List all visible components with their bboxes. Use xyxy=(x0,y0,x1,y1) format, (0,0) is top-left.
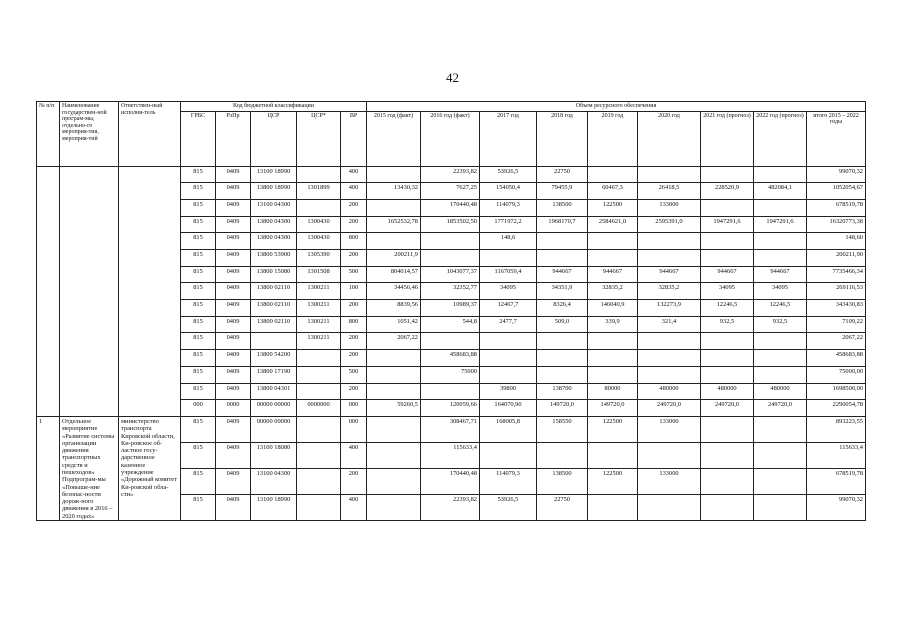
cell-grbs: 815 xyxy=(181,383,216,400)
cell-csr-star: 1300430 xyxy=(297,233,341,250)
cell-2021: 249720,0 xyxy=(701,400,754,417)
header-rzpr: РзПр xyxy=(216,111,251,166)
cell-2015: 1652532,78 xyxy=(367,216,421,233)
cell-csr-star: 0000000 xyxy=(297,400,341,417)
cell-2017: 114079,3 xyxy=(480,199,537,216)
cell-2018: 138500 xyxy=(537,199,588,216)
cell-rzpr: 0409 xyxy=(216,216,251,233)
cell-2016: 170440,48 xyxy=(421,199,480,216)
cell-total: 7109,22 xyxy=(807,316,866,333)
cell-2020: 480000 xyxy=(638,383,701,400)
cell-2019: 32835,2 xyxy=(588,283,638,300)
cell-2017: 164070,90 xyxy=(480,400,537,417)
cell-total: 269116,53 xyxy=(807,283,866,300)
block-b-section-responsible: министерство транспорта Кировской области, Ки-ровское об-ластное госу-дарственное казенное учреждение «Дорожный комитет Ки-ровской обла-сти» xyxy=(119,416,181,520)
header-csr-star: ЦСР* xyxy=(297,111,341,166)
cell-2015: 2067,22 xyxy=(367,333,421,350)
table-row xyxy=(37,166,866,183)
cell-vr: 200 xyxy=(341,333,367,350)
cell-2019: 146040,9 xyxy=(588,300,638,317)
cell-2020 xyxy=(638,495,701,521)
cell-rzpr: 0409 xyxy=(216,383,251,400)
cell-csr xyxy=(251,333,297,350)
cell-2020 xyxy=(638,233,701,250)
cell-2021 xyxy=(701,442,754,468)
cell-2022 xyxy=(754,333,807,350)
cell-csr: 13800 02110 xyxy=(251,300,297,317)
cell-2018 xyxy=(537,233,588,250)
cell-2015 xyxy=(367,166,421,183)
cell-2016 xyxy=(421,233,480,250)
cell-2017: 148,6 xyxy=(480,233,537,250)
cell-2017: 39800 xyxy=(480,383,537,400)
cell-2019 xyxy=(588,166,638,183)
cell-total: 148,60 xyxy=(807,233,866,250)
cell-total: 2067,22 xyxy=(807,333,866,350)
cell-2018 xyxy=(537,250,588,267)
cell-2019 xyxy=(588,366,638,383)
cell-2021 xyxy=(701,366,754,383)
cell-2019: 339,9 xyxy=(588,316,638,333)
cell-rzpr: 0409 xyxy=(216,333,251,350)
cell-2021 xyxy=(701,468,754,494)
cell-csr-star xyxy=(297,366,341,383)
cell-2015: 59260,5 xyxy=(367,400,421,417)
cell-2016: 7627,25 xyxy=(421,183,480,200)
header-csr: ЦСР xyxy=(251,111,297,166)
cell-2022 xyxy=(754,350,807,367)
cell-2015 xyxy=(367,199,421,216)
cell-2018 xyxy=(537,366,588,383)
cell-2020: 2595391,0 xyxy=(638,216,701,233)
cell-2017 xyxy=(480,366,537,383)
cell-2018: 8326,4 xyxy=(537,300,588,317)
cell-2018: 79455,9 xyxy=(537,183,588,200)
cell-2019: 122500 xyxy=(588,416,638,442)
cell-2018: 509,0 xyxy=(537,316,588,333)
cell-2016: 170440,48 xyxy=(421,468,480,494)
cell-grbs: 000 xyxy=(181,400,216,417)
cell-csr: 13100 18990 xyxy=(251,495,297,521)
block-a-section-name xyxy=(60,166,119,416)
cell-2016: 544,8 xyxy=(421,316,480,333)
cell-2020 xyxy=(638,250,701,267)
header-responsible: Ответствен-ный исполни-тель xyxy=(119,102,181,167)
cell-2018 xyxy=(537,333,588,350)
cell-rzpr: 0409 xyxy=(216,283,251,300)
cell-2020 xyxy=(638,166,701,183)
cell-2015 xyxy=(367,442,421,468)
cell-2019: 2584621,0 xyxy=(588,216,638,233)
cell-csr-star: 1300211 xyxy=(297,316,341,333)
cell-2018: 34351,9 xyxy=(537,283,588,300)
header-vr: ВР xyxy=(341,111,367,166)
cell-vr: 500 xyxy=(341,266,367,283)
cell-csr-star: 1300211 xyxy=(297,300,341,317)
cell-2021 xyxy=(701,333,754,350)
block-a-section-num xyxy=(37,166,60,416)
cell-grbs: 815 xyxy=(181,266,216,283)
cell-2022 xyxy=(754,250,807,267)
cell-csr: 13800 17190 xyxy=(251,366,297,383)
cell-rzpr: 0409 xyxy=(216,266,251,283)
cell-grbs: 815 xyxy=(181,199,216,216)
cell-grbs: 815 xyxy=(181,300,216,317)
cell-2020: 32835,2 xyxy=(638,283,701,300)
cell-total: 99070,32 xyxy=(807,166,866,183)
cell-2021: 34095 xyxy=(701,283,754,300)
cell-csr: 13800 04300 xyxy=(251,216,297,233)
cell-rzpr: 0409 xyxy=(216,495,251,521)
cell-total: 893223,55 xyxy=(807,416,866,442)
cell-2018 xyxy=(537,442,588,468)
block-b-section-num: 1 xyxy=(37,416,60,520)
cell-2020 xyxy=(638,442,701,468)
cell-2018: 944667 xyxy=(537,266,588,283)
header-name: Наименование государствен-ной програм-мы, отдельно-го мероприя-тия, мероприя-тий xyxy=(60,102,119,167)
cell-rzpr: 0409 xyxy=(216,468,251,494)
cell-total: 99070,32 xyxy=(807,495,866,521)
cell-vr: 200 xyxy=(341,468,367,494)
cell-2015 xyxy=(367,350,421,367)
cell-csr-star xyxy=(297,495,341,521)
cell-grbs: 815 xyxy=(181,333,216,350)
cell-2016: 115633,4 xyxy=(421,442,480,468)
cell-vr: 000 xyxy=(341,400,367,417)
cell-csr: 00000 00000 xyxy=(251,400,297,417)
cell-2015: 13430,32 xyxy=(367,183,421,200)
header-resource-volume: Объем ресурсного обеспечения xyxy=(367,102,866,112)
cell-csr: 13800 54200 xyxy=(251,350,297,367)
cell-2018: 22750 xyxy=(537,166,588,183)
cell-2022: 482084,1 xyxy=(754,183,807,200)
cell-csr-star: 1301899 xyxy=(297,183,341,200)
cell-2016: 1043077,37 xyxy=(421,266,480,283)
cell-2016: 308467,71 xyxy=(421,416,480,442)
cell-total: 343430,83 xyxy=(807,300,866,317)
cell-2021 xyxy=(701,495,754,521)
cell-total: 678519,78 xyxy=(807,199,866,216)
cell-grbs: 815 xyxy=(181,495,216,521)
cell-2022: 1947291,6 xyxy=(754,216,807,233)
cell-total: 1698500,00 xyxy=(807,383,866,400)
cell-csr-star xyxy=(297,442,341,468)
cell-2016 xyxy=(421,383,480,400)
cell-total: 75000,00 xyxy=(807,366,866,383)
cell-2020: 944667 xyxy=(638,266,701,283)
cell-2017: 168005,8 xyxy=(480,416,537,442)
cell-vr: 200 xyxy=(341,250,367,267)
cell-csr-star xyxy=(297,468,341,494)
cell-csr-star xyxy=(297,383,341,400)
cell-grbs: 815 xyxy=(181,183,216,200)
cell-2019 xyxy=(588,250,638,267)
cell-2015 xyxy=(367,383,421,400)
cell-rzpr: 0409 xyxy=(216,316,251,333)
cell-grbs: 815 xyxy=(181,442,216,468)
cell-2019 xyxy=(588,333,638,350)
cell-total: 200211,90 xyxy=(807,250,866,267)
cell-2020 xyxy=(638,366,701,383)
cell-2017 xyxy=(480,442,537,468)
cell-2016 xyxy=(421,250,480,267)
cell-2018: 22750 xyxy=(537,495,588,521)
cell-grbs: 815 xyxy=(181,316,216,333)
cell-2020: 132273,9 xyxy=(638,300,701,317)
cell-2016 xyxy=(421,333,480,350)
header-2019: 2019 год xyxy=(588,111,638,166)
cell-total: 458683,88 xyxy=(807,350,866,367)
cell-2019: 122500 xyxy=(588,199,638,216)
header-budget-classification: Код бюджетной классификации xyxy=(181,102,367,112)
cell-csr-star xyxy=(297,199,341,216)
cell-2016: 75000 xyxy=(421,366,480,383)
cell-grbs: 815 xyxy=(181,233,216,250)
cell-2015 xyxy=(367,416,421,442)
cell-2017: 12467,7 xyxy=(480,300,537,317)
cell-csr-star: 1300211 xyxy=(297,333,341,350)
cell-2022 xyxy=(754,495,807,521)
cell-2016: 120059,66 xyxy=(421,400,480,417)
cell-2016: 10989,37 xyxy=(421,300,480,317)
cell-grbs: 815 xyxy=(181,250,216,267)
cell-vr: 800 xyxy=(341,316,367,333)
cell-csr: 13800 53900 xyxy=(251,250,297,267)
cell-csr: 13100 04300 xyxy=(251,199,297,216)
cell-2020: 133000 xyxy=(638,468,701,494)
cell-csr-star: 1300430 xyxy=(297,216,341,233)
cell-grbs: 815 xyxy=(181,350,216,367)
table-row xyxy=(37,416,866,442)
cell-2016: 32352,77 xyxy=(421,283,480,300)
cell-2018: 158550 xyxy=(537,416,588,442)
cell-vr: 400 xyxy=(341,495,367,521)
cell-2018: 138700 xyxy=(537,383,588,400)
cell-csr-star xyxy=(297,166,341,183)
cell-2015 xyxy=(367,468,421,494)
cell-rzpr: 0409 xyxy=(216,350,251,367)
table-body xyxy=(37,102,866,521)
resource-table xyxy=(36,101,866,521)
header-total: итого 2015 – 2022 годы xyxy=(807,111,866,166)
cell-vr: 100 xyxy=(341,283,367,300)
cell-2017: 34095 xyxy=(480,283,537,300)
cell-2017: 114079,3 xyxy=(480,468,537,494)
cell-2019 xyxy=(588,350,638,367)
cell-2016: 22393,82 xyxy=(421,166,480,183)
cell-2021 xyxy=(701,416,754,442)
cell-2020 xyxy=(638,350,701,367)
page-number: 42 xyxy=(446,70,459,85)
cell-2019: 944667 xyxy=(588,266,638,283)
cell-2018: 138500 xyxy=(537,468,588,494)
cell-2018 xyxy=(537,350,588,367)
cell-csr: 13100 18080 xyxy=(251,442,297,468)
cell-vr: 200 xyxy=(341,350,367,367)
cell-csr: 13100 18990 xyxy=(251,166,297,183)
cell-rzpr: 0409 xyxy=(216,300,251,317)
header-2017: 2017 год xyxy=(480,111,537,166)
cell-2022 xyxy=(754,366,807,383)
header-2018: 2018 год xyxy=(537,111,588,166)
cell-2022: 944667 xyxy=(754,266,807,283)
cell-csr-star xyxy=(297,416,341,442)
cell-total: 7735466,34 xyxy=(807,266,866,283)
cell-csr-star xyxy=(297,350,341,367)
cell-rzpr: 0409 xyxy=(216,442,251,468)
cell-vr: 800 xyxy=(341,233,367,250)
cell-2022 xyxy=(754,416,807,442)
cell-vr: 500 xyxy=(341,366,367,383)
cell-grbs: 815 xyxy=(181,468,216,494)
cell-2020: 249720,0 xyxy=(638,400,701,417)
cell-2022: 932,5 xyxy=(754,316,807,333)
cell-2021 xyxy=(701,250,754,267)
cell-2019: 122500 xyxy=(588,468,638,494)
header-row-groups xyxy=(37,102,866,112)
cell-2019: 60467,3 xyxy=(588,183,638,200)
cell-2022: 12246,5 xyxy=(754,300,807,317)
cell-csr-star: 1301508 xyxy=(297,266,341,283)
cell-2021: 12246,5 xyxy=(701,300,754,317)
cell-2021: 932,5 xyxy=(701,316,754,333)
cell-2016: 1853502,50 xyxy=(421,216,480,233)
cell-2017: 53926,5 xyxy=(480,166,537,183)
cell-2017: 2477,7 xyxy=(480,316,537,333)
cell-total: 115633,4 xyxy=(807,442,866,468)
header-2015: 2015 год (факт) xyxy=(367,111,421,166)
cell-2022 xyxy=(754,233,807,250)
header-2022: 2022 год (прогноз) xyxy=(754,111,807,166)
cell-2015 xyxy=(367,366,421,383)
cell-2021 xyxy=(701,199,754,216)
cell-2019 xyxy=(588,495,638,521)
cell-csr-star: 1300211 xyxy=(297,283,341,300)
header-2021: 2021 год (прогноз) xyxy=(701,111,754,166)
cell-2021 xyxy=(701,350,754,367)
cell-vr: 400 xyxy=(341,442,367,468)
cell-csr: 13800 15080 xyxy=(251,266,297,283)
cell-2022 xyxy=(754,442,807,468)
cell-2015: 804014,57 xyxy=(367,266,421,283)
cell-rzpr: 0409 xyxy=(216,250,251,267)
cell-2015: 1051,42 xyxy=(367,316,421,333)
cell-2017 xyxy=(480,333,537,350)
cell-2017 xyxy=(480,250,537,267)
cell-2022 xyxy=(754,199,807,216)
cell-2021: 480000 xyxy=(701,383,754,400)
cell-2021 xyxy=(701,166,754,183)
cell-csr: 13800 04301 xyxy=(251,383,297,400)
cell-2020: 26418,5 xyxy=(638,183,701,200)
cell-csr: 13800 18990 xyxy=(251,183,297,200)
cell-csr: 13800 02110 xyxy=(251,316,297,333)
cell-2022 xyxy=(754,468,807,494)
cell-rzpr: 0409 xyxy=(216,183,251,200)
cell-vr: 200 xyxy=(341,383,367,400)
cell-rzpr: 0000 xyxy=(216,400,251,417)
cell-2022 xyxy=(754,166,807,183)
cell-2018: 149720,0 xyxy=(537,400,588,417)
cell-grbs: 815 xyxy=(181,216,216,233)
cell-total: 1052054,67 xyxy=(807,183,866,200)
cell-2017: 1167059,4 xyxy=(480,266,537,283)
cell-2021: 228520,9 xyxy=(701,183,754,200)
cell-2021: 1947291,6 xyxy=(701,216,754,233)
cell-2015 xyxy=(367,495,421,521)
cell-2019 xyxy=(588,233,638,250)
cell-csr: 13100 04300 xyxy=(251,468,297,494)
cell-2015 xyxy=(367,233,421,250)
cell-2021 xyxy=(701,233,754,250)
cell-2016: 22393,82 xyxy=(421,495,480,521)
cell-2022: 34095 xyxy=(754,283,807,300)
cell-rzpr: 0409 xyxy=(216,233,251,250)
cell-grbs: 815 xyxy=(181,283,216,300)
cell-rzpr: 0409 xyxy=(216,199,251,216)
cell-csr: 00000 00000 xyxy=(251,416,297,442)
cell-2015: 34456,46 xyxy=(367,283,421,300)
cell-total: 678519,78 xyxy=(807,468,866,494)
cell-vr: 400 xyxy=(341,166,367,183)
cell-2020: 133000 xyxy=(638,416,701,442)
cell-rzpr: 0409 xyxy=(216,416,251,442)
cell-total: 2290054,78 xyxy=(807,400,866,417)
cell-vr: 200 xyxy=(341,199,367,216)
header-num: № п/п xyxy=(37,102,60,167)
block-b-section-name: Отдельное мероприятие «Развитие системы организации движения транспортных средств и пешеходов» Подпрограм-мы «Повыше-ние безопас-ности дорож-ного движения в 2016 – 2020 годах» xyxy=(60,416,119,520)
cell-rzpr: 0409 xyxy=(216,166,251,183)
cell-vr: 400 xyxy=(341,183,367,200)
block-a-section-responsible xyxy=(119,166,181,416)
cell-2019 xyxy=(588,442,638,468)
cell-2017: 53926,5 xyxy=(480,495,537,521)
cell-2016: 458683,88 xyxy=(421,350,480,367)
cell-2020: 321,4 xyxy=(638,316,701,333)
cell-rzpr: 0409 xyxy=(216,366,251,383)
cell-grbs: 815 xyxy=(181,366,216,383)
cell-2015: 200211,9 xyxy=(367,250,421,267)
header-2020: 2020 год xyxy=(638,111,701,166)
cell-2015: 8839,56 xyxy=(367,300,421,317)
cell-csr-star: 1305390 xyxy=(297,250,341,267)
cell-total: 16320773,38 xyxy=(807,216,866,233)
cell-2022: 480000 xyxy=(754,383,807,400)
cell-2017 xyxy=(480,350,537,367)
cell-2017: 154050,4 xyxy=(480,183,537,200)
cell-2020 xyxy=(638,333,701,350)
cell-vr: 200 xyxy=(341,216,367,233)
cell-2019: 80000 xyxy=(588,383,638,400)
header-2016: 2016 год (факт) xyxy=(421,111,480,166)
cell-grbs: 815 xyxy=(181,416,216,442)
cell-csr: 13800 04300 xyxy=(251,233,297,250)
cell-vr: 000 xyxy=(341,416,367,442)
cell-vr: 200 xyxy=(341,300,367,317)
cell-2017: 1771972,2 xyxy=(480,216,537,233)
header-grbs: ГРБС xyxy=(181,111,216,166)
cell-2018: 1968170,7 xyxy=(537,216,588,233)
cell-2020: 133000 xyxy=(638,199,701,216)
cell-csr: 13800 02110 xyxy=(251,283,297,300)
cell-2022: 249720,0 xyxy=(754,400,807,417)
cell-2019: 149720,0 xyxy=(588,400,638,417)
cell-2021: 944667 xyxy=(701,266,754,283)
cell-grbs: 815 xyxy=(181,166,216,183)
